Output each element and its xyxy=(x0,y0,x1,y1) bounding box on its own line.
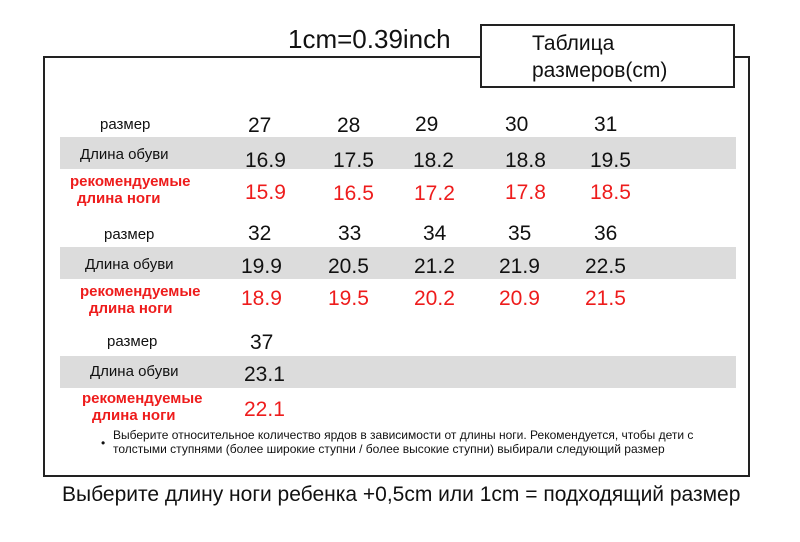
foot-length-value: 21.5 xyxy=(585,287,626,310)
recommended-label-3b: длина ноги xyxy=(92,407,176,424)
recommended-label-3a: рекомендуемые xyxy=(82,390,203,407)
shoe-length-value: 17.5 xyxy=(333,149,374,172)
recommended-label-1a: рекомендуемые xyxy=(70,173,191,190)
shoe-length-value: 18.8 xyxy=(505,149,546,172)
chart-title-line1: Таблица xyxy=(532,32,615,55)
recommended-label-1b: длина ноги xyxy=(77,190,161,207)
shoe-length-value: 19.9 xyxy=(241,255,282,278)
size-value: 33 xyxy=(338,222,362,245)
size-value: 27 xyxy=(248,114,272,137)
shoe-length-value: 23.1 xyxy=(244,363,285,386)
shoe-length-label-1: Длина обуви xyxy=(80,146,169,163)
recommended-label-2a: рекомендуемые xyxy=(80,283,201,300)
foot-length-value: 19.5 xyxy=(328,287,369,310)
foot-length-value: 18.9 xyxy=(241,287,282,310)
chart-title-line2: размеров(cm) xyxy=(532,59,668,82)
size-value: 34 xyxy=(423,222,447,245)
size-value: 31 xyxy=(594,113,618,136)
shoe-length-value: 16.9 xyxy=(245,149,286,172)
shoe-length-value: 21.2 xyxy=(414,255,455,278)
note-bullet: • xyxy=(101,436,106,450)
unit-conversion: 1cm=0.39inch xyxy=(288,22,457,56)
foot-length-value: 17.8 xyxy=(505,181,546,204)
size-label-1: размер xyxy=(100,116,151,133)
shoe-length-label-3: Длина обуви xyxy=(90,363,179,380)
chart-title-box xyxy=(480,24,735,88)
size-value: 36 xyxy=(594,222,618,245)
foot-length-value: 17.2 xyxy=(414,182,455,205)
foot-length-value: 16.5 xyxy=(333,182,374,205)
foot-length-value: 22.1 xyxy=(244,398,285,421)
size-value: 35 xyxy=(508,222,532,245)
size-value: 32 xyxy=(248,222,272,245)
foot-length-value: 15.9 xyxy=(245,181,286,204)
foot-length-value: 18.5 xyxy=(590,181,631,204)
size-label-2: размер xyxy=(104,226,155,243)
footer-advice: Выберите длину ноги ребенка +0,5cm или 1cm = подходящий размер xyxy=(62,483,741,506)
size-value: 37 xyxy=(250,331,274,354)
size-value: 30 xyxy=(505,113,529,136)
shoe-length-value: 21.9 xyxy=(499,255,540,278)
shoe-length-value: 22.5 xyxy=(585,255,626,278)
shoe-length-value: 18.2 xyxy=(413,149,454,172)
size-label-3: размер xyxy=(107,333,158,350)
foot-length-value: 20.9 xyxy=(499,287,540,310)
size-value: 29 xyxy=(415,113,439,136)
foot-length-value: 20.2 xyxy=(414,287,455,310)
size-value: 28 xyxy=(337,114,361,137)
shoe-length-label-2: Длина обуви xyxy=(85,256,174,273)
fit-note: Выберите относительное количество ярдов в зависимости от длины ноги. Рекомендуется, чтобы дети с толстыми ступнями (более широкие ступни / более высокие ступни) выбирали следующий размер xyxy=(113,428,694,456)
recommended-label-2b: длина ноги xyxy=(89,300,173,317)
shoe-length-value: 20.5 xyxy=(328,255,369,278)
shoe-length-value: 19.5 xyxy=(590,149,631,172)
